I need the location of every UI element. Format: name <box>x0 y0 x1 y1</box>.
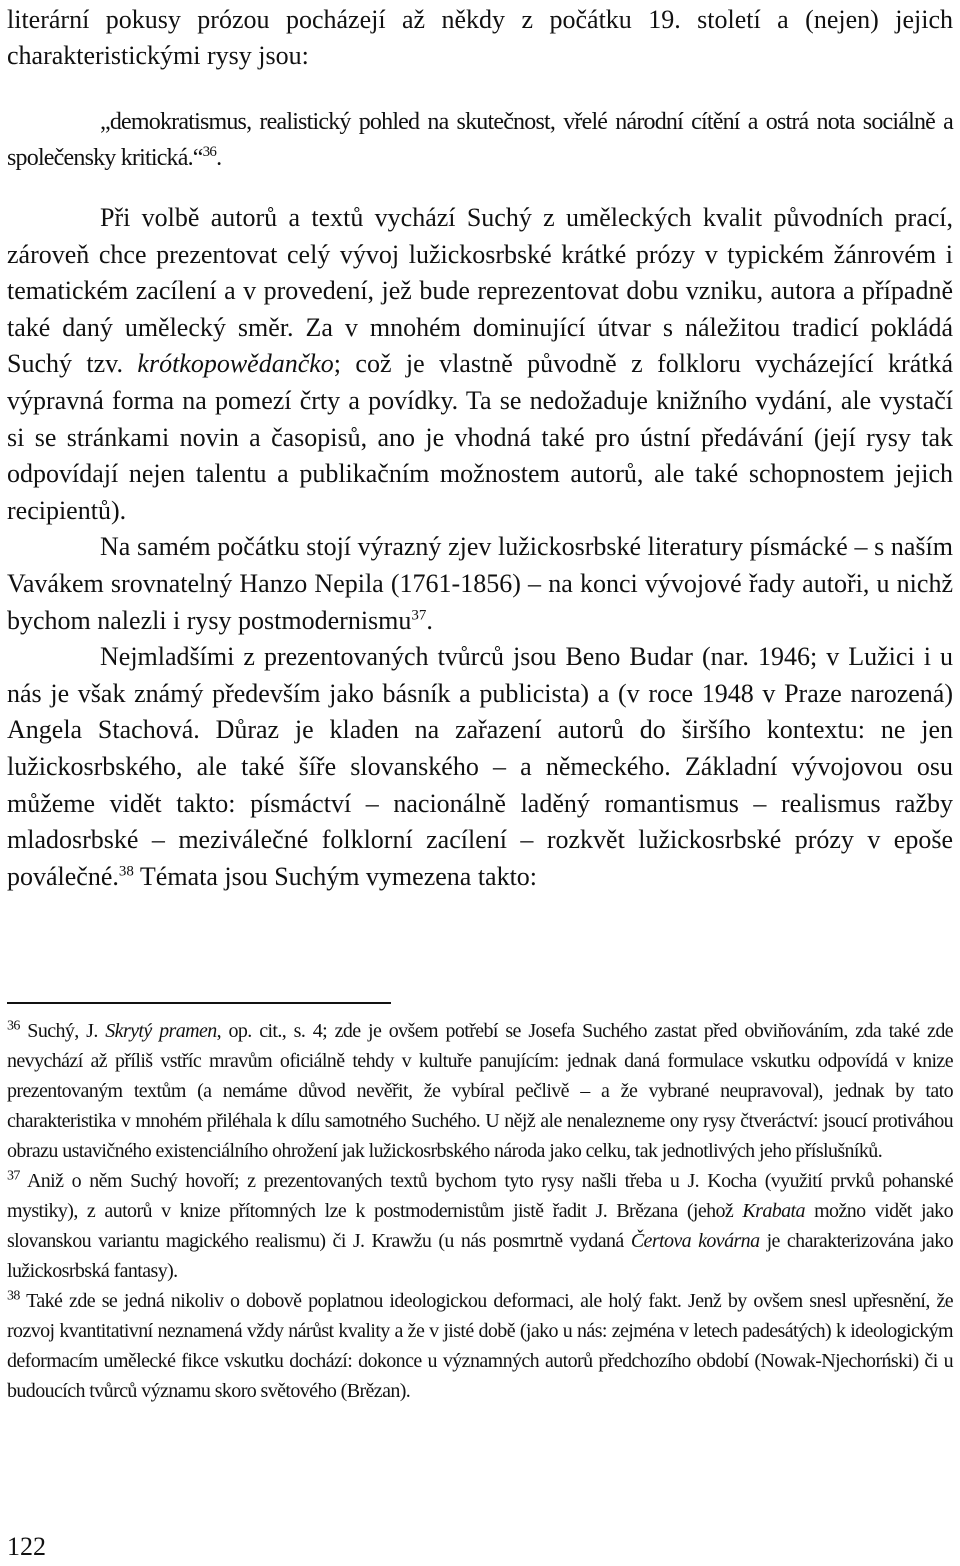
quote-end: . <box>216 145 222 171</box>
footnote-36-title: Skrytý pramen <box>105 1020 217 1042</box>
footnotes <box>7 1016 953 1406</box>
footnote-37-title-1: Krabata <box>742 1200 805 1222</box>
paragraph-2-part-b: . <box>426 605 433 635</box>
footnote-36-number: 36 <box>7 1018 20 1034</box>
intro-paragraph: literární pokusy prózou pocházejí až někdy z počátku 19. století a (nejen) jejich charakteristickými rysy jsou: <box>7 5 953 70</box>
footnote-37 <box>7 1166 953 1286</box>
footnote-37-part-a: Aniž o něm Suchý hovoří; z prezentovaných textů bychom tyto rysy našli třeba u J. Kocha (využití prvků pohanské mystiky), z autorů v knize přítomných lze k postmodernistům jistě řadit J. Brězana (jehož <box>7 1170 953 1222</box>
footnote-37-part-c: je charakterizována jako lužickosrbská fantasy). <box>7 1230 953 1282</box>
paragraph-3-part-a: Nejmladšími z prezentovaných tvůrců jsou Beno Budar (nar. 1946; v Lužici i u nás je však známý především jako básník a publicista) a (v roce 1948 v Praze narozená) Angela Stachová. Důraz je kladen na zařazení autorů do širšího kontextu: ne jen lužickosrbského, ale také šíře slovanského – a německého. Základní vývojovou osu můžeme vidět takto: písmáctví – nacionálně laděný romantismus – realismus ražby mladosrbské – meziválečné folklorní zacílení – rozkvět lužickosrbské prózy v epoše poválečné. <box>7 642 953 891</box>
paragraph-2-part-a: Na samém počátku stojí výrazný zjev lužickosrbské literatury písmácké – s naším Vavákem srovnatelný Hanzo Nepila (1761-1856) – na konci vývojové řady autoři, u nichž bychom nalezli i rysy postmodernismu <box>7 532 953 635</box>
footnote-37-part-b: možno vidět jako slovanskou variantu magického realismu) či J. Krawžu (u nás posmrtně vydaná <box>7 1200 953 1252</box>
footnote-38-number: 38 <box>7 1288 20 1304</box>
paragraph-1-term: krótkopowědančko <box>137 349 334 379</box>
footnote-38-text: Také zde se jedná nikoliv o dobově poplatnou ideologickou deformaci, ale holý fakt. Jenž by ovšem snesl upřesnění, že rozvoj kvantitativní neznamená vždy nárůst kvality a že v jisté době (jako u nás: zejména v letech padesátých) k ideologickým deformacím umělecké fikce vskutku dochází: dokonce u významných autorů předchozího období (Nowak-Njechorński) či u budoucích tvůrců významu skoro světového (Brězan). <box>7 1290 953 1402</box>
footnote-36 <box>7 1016 953 1166</box>
paragraph-2 <box>7 529 953 639</box>
page-number: 122 <box>7 1532 46 1561</box>
paragraph-1 <box>7 200 953 529</box>
paragraph-3 <box>7 639 953 895</box>
footnote-36-part-a: Suchý, J. <box>19 1020 106 1042</box>
paragraph-3-part-b: Témata jsou Suchým vymezena takto: <box>133 861 538 891</box>
footnote-36-part-b: , op. cit., s. 4; zde je ovšem potřebí se Josefa Suchého zastat před obviňováním, zda také zde nevychází až příliš vstříc mravům oficiálně tehdy v kultuře panujícím: jednak daná formulace vskutku odpovídá v knize prezentovaným textům (a nemáme důvod nevěřit, že vybíral pečlivě – a že vybrané neupravoval), jednak by tato charakteristika v mnohém přiléhala k dílu samotného Suchého. U nějž ale nenalezneme ony rysy čtveráctví: jsoucí protiváhou obrazu ustavičného existenciálního ohrožení jak lužickosrbského národa jako celku, tak jednotlivých jeho příslušníků. <box>7 1020 953 1162</box>
quote-text: „demokratismus, realistický pohled na skutečnost, vřelé národní cítění a ostrá nota sociálně a společensky kritická.“ <box>7 109 953 171</box>
paragraph-1-part-b: ; což je vlastně původně z folkloru vycházející krátká výpravná forma na pomezí črty a povídky. Ta se nedožaduje knižního vydání, ale vystačí si se stránkami novin a časopisů, ano je vhodná také pro ústní předávání (její rysy tak odpovídají nejen talentu a publikačním možnostem autorů, ale také schopnostem jejich recipientů). <box>7 349 953 525</box>
footnote-37-number: 37 <box>7 1168 20 1184</box>
paragraph-1-part-a: Při volbě autorů a textů vychází Suchý z uměleckých kvalit původních prací, zároveň chce prezentovat celý vývoj lužickosrbské krátké prózy v typickém žánrovém i tematickém zacílení a v provedení, jež bude reprezentovat dobu vzniku, autora a případně také daný umělecký směr. Za v mnohém dominující útvar s náležitou tradicí pokládá Suchý tzv. <box>7 203 953 379</box>
footnote-37-title-2: Čertova kovárna <box>630 1230 760 1252</box>
footnote-ref-38[interactable]: 38 <box>118 863 134 880</box>
footnote-ref-36[interactable]: 36 <box>202 144 217 160</box>
footnote-separator <box>7 1002 391 1004</box>
quote-paragraph <box>7 104 953 176</box>
footnote-ref-37[interactable]: 37 <box>411 606 427 623</box>
footnote-38 <box>7 1286 953 1406</box>
body-text <box>7 200 953 895</box>
